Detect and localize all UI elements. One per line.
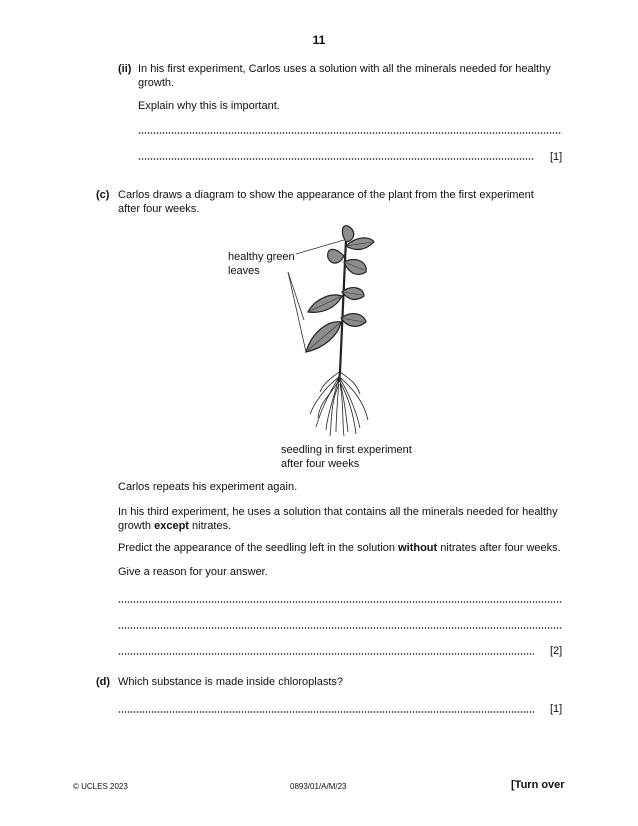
question-label-c: (c) bbox=[96, 189, 110, 201]
repeat-text: Carlos repeats his experiment again. bbox=[118, 481, 298, 493]
question-label-d: (d) bbox=[96, 676, 111, 688]
turn-over: [Turn over bbox=[511, 779, 565, 791]
answer-line[interactable] bbox=[118, 651, 534, 657]
predict-text: Predict the appearance of the seedling left in the solution without nitrates after four weeks. bbox=[118, 542, 561, 554]
mark-allocation: [1] bbox=[550, 151, 563, 163]
mark-allocation: [1] bbox=[550, 703, 563, 715]
footer-copyright: © UCLES 2023 bbox=[73, 782, 128, 791]
mark-allocation: [2] bbox=[550, 645, 563, 657]
diagram-caption-line-2: after four weeks bbox=[281, 458, 360, 470]
seedling-diagram bbox=[260, 222, 420, 438]
question-c-text: Carlos draws a diagram to show the appearance of the plant from the first experiment after four weeks. bbox=[118, 189, 534, 215]
answer-line[interactable] bbox=[138, 130, 562, 136]
answer-line[interactable] bbox=[118, 625, 562, 631]
question-ii-text: In his first experiment, Carlos uses a solution with all the minerals needed for healthy growth. bbox=[138, 63, 551, 89]
footer-code: 0893/01/A/M/23 bbox=[290, 782, 347, 791]
question-d-text: Which substance is made inside chloroplasts? bbox=[118, 676, 344, 688]
question-label-ii: (ii) bbox=[118, 63, 132, 75]
reason-text: Give a reason for your answer. bbox=[118, 566, 268, 578]
diagram-caption-line-1: seedling in first experiment bbox=[281, 444, 412, 456]
third-experiment-text: In his third experiment, he uses a solution that contains all the minerals needed for healthy growth except nitrates. bbox=[118, 506, 558, 532]
page-number: 11 bbox=[312, 33, 326, 47]
question-ii-prompt: Explain why this is important. bbox=[138, 100, 280, 112]
diagram-label-leaves: healthy green leaves bbox=[228, 251, 295, 277]
answer-line[interactable] bbox=[138, 156, 534, 162]
answer-line[interactable] bbox=[118, 709, 534, 715]
answer-line[interactable] bbox=[118, 599, 562, 605]
